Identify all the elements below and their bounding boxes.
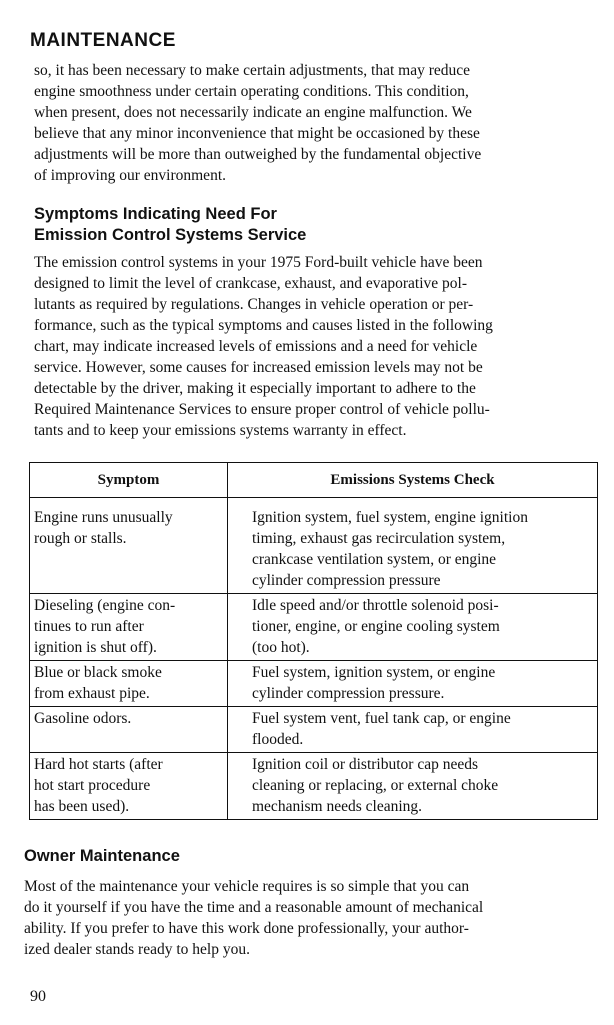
check-cell-line: tioner, engine, or engine cooling system	[252, 618, 500, 635]
table-row	[30, 594, 598, 661]
symptom-cell-line: Blue or black smoke	[34, 664, 162, 681]
table-row	[30, 661, 598, 707]
check-cell	[228, 753, 598, 820]
check-cell-line: Fuel system vent, fuel tank cap, or engine	[252, 710, 511, 727]
intro-paragraph-line: of improving our environment.	[34, 167, 226, 184]
check-cell	[228, 661, 598, 707]
check-cell	[228, 707, 598, 753]
symptom-cell	[30, 753, 228, 820]
symptom-cell-line: from exhaust pipe.	[34, 685, 150, 702]
check-cell-line: Ignition system, fuel system, engine ignition	[252, 509, 528, 526]
check-cell-line: crankcase ventilation system, or engine	[252, 551, 497, 568]
intro-paragraph	[34, 60, 594, 186]
symptom-cell-line: hot start procedure	[34, 777, 151, 794]
symptoms-paragraph-line: chart, may indicate increased levels of emissions and a need for vehicle	[34, 338, 478, 355]
symptom-cell-line: rough or stalls.	[34, 530, 127, 547]
owner-maintenance-paragraph-line: do it yourself if you have the time and a reasonable amount of mechanical	[24, 899, 484, 916]
table-header-row	[30, 463, 598, 498]
symptoms-paragraph-line: Required Maintenance Services to ensure proper control of vehicle pollu-	[34, 401, 490, 418]
symptom-cell	[30, 594, 228, 661]
check-cell	[228, 594, 598, 661]
owner-maintenance-heading: Owner Maintenance	[24, 847, 180, 865]
symptom-cell	[30, 707, 228, 753]
table-row	[30, 753, 598, 820]
check-cell	[228, 498, 598, 594]
owner-maintenance-paragraph-line: ized dealer stands ready to help you.	[24, 941, 250, 958]
check-cell-line: cylinder compression pressure.	[252, 685, 445, 702]
symptoms-paragraph-line: tants and to keep your emissions systems warranty in effect.	[34, 422, 407, 439]
symptoms-paragraph	[34, 252, 604, 441]
owner-maintenance-paragraph	[24, 876, 599, 960]
symptoms-table	[29, 462, 598, 820]
symptom-cell	[30, 661, 228, 707]
table-body	[30, 498, 598, 820]
symptom-cell-line: Dieseling (engine con-	[34, 597, 176, 614]
table-row	[30, 707, 598, 753]
check-cell-line: mechanism needs cleaning.	[252, 798, 423, 815]
check-cell-line: cleaning or replacing, or external choke	[252, 777, 499, 794]
symptom-cell-line: Hard hot starts (after	[34, 756, 163, 773]
symptoms-heading	[34, 204, 594, 246]
page-number: 90	[30, 988, 46, 1005]
check-cell-line: Idle speed and/or throttle solenoid posi-	[252, 597, 499, 614]
symptoms-heading-line: Emission Control Systems Service	[34, 226, 307, 244]
symptom-cell-line: has been used).	[34, 798, 130, 815]
check-cell-line: Ignition coil or distributor cap needs	[252, 756, 478, 773]
symptom-cell-line: Engine runs unusually	[34, 509, 173, 526]
check-cell-line: cylinder compression pressure	[252, 572, 441, 589]
check-cell-line: (too hot).	[252, 639, 310, 656]
check-cell-line: timing, exhaust gas recirculation system,	[252, 530, 506, 547]
check-cell-line: Fuel system, ignition system, or engine	[252, 664, 496, 681]
check-column-header: Emissions Systems Check	[228, 463, 598, 498]
intro-paragraph-line: believe that any minor inconvenience that might be occasioned by these	[34, 125, 480, 142]
symptoms-paragraph-line: lutants as required by regulations. Changes in vehicle operation or per-	[34, 296, 474, 313]
symptoms-paragraph-line: formance, such as the typical symptoms and causes listed in the following	[34, 317, 493, 334]
check-cell-line: flooded.	[252, 731, 304, 748]
symptoms-heading-line: Symptoms Indicating Need For	[34, 205, 277, 223]
intro-paragraph-line: so, it has been necessary to make certain adjustments, that may reduce	[34, 62, 470, 79]
page-header: MAINTENANCE	[30, 30, 176, 51]
symptom-cell	[30, 498, 228, 594]
intro-paragraph-line: adjustments will be more than outweighed by the fundamental objective	[34, 146, 482, 163]
owner-maintenance-paragraph-line: Most of the maintenance your vehicle requires is so simple that you can	[24, 878, 470, 895]
intro-paragraph-line: engine smoothness under certain operating conditions. This condition,	[34, 83, 469, 100]
symptoms-paragraph-line: service. However, some causes for increased emission levels may not be	[34, 359, 483, 376]
symptom-cell-line: tinues to run after	[34, 618, 144, 635]
owner-maintenance-paragraph-line: ability. If you prefer to have this work done professionally, your author-	[24, 920, 469, 937]
intro-paragraph-line: when present, does not necessarily indicate an engine malfunction. We	[34, 104, 472, 121]
symptoms-paragraph-line: The emission control systems in your 1975 Ford-built vehicle have been	[34, 254, 483, 271]
symptoms-paragraph-line: designed to limit the level of crankcase, exhaust, and evaporative pol-	[34, 275, 467, 292]
symptoms-paragraph-line: detectable by the driver, making it especially important to adhere to the	[34, 380, 476, 397]
symptom-column-header: Symptom	[30, 463, 228, 498]
table-row	[30, 498, 598, 594]
symptom-cell-line: Gasoline odors.	[34, 710, 132, 727]
symptom-cell-line: ignition is shut off).	[34, 639, 157, 656]
